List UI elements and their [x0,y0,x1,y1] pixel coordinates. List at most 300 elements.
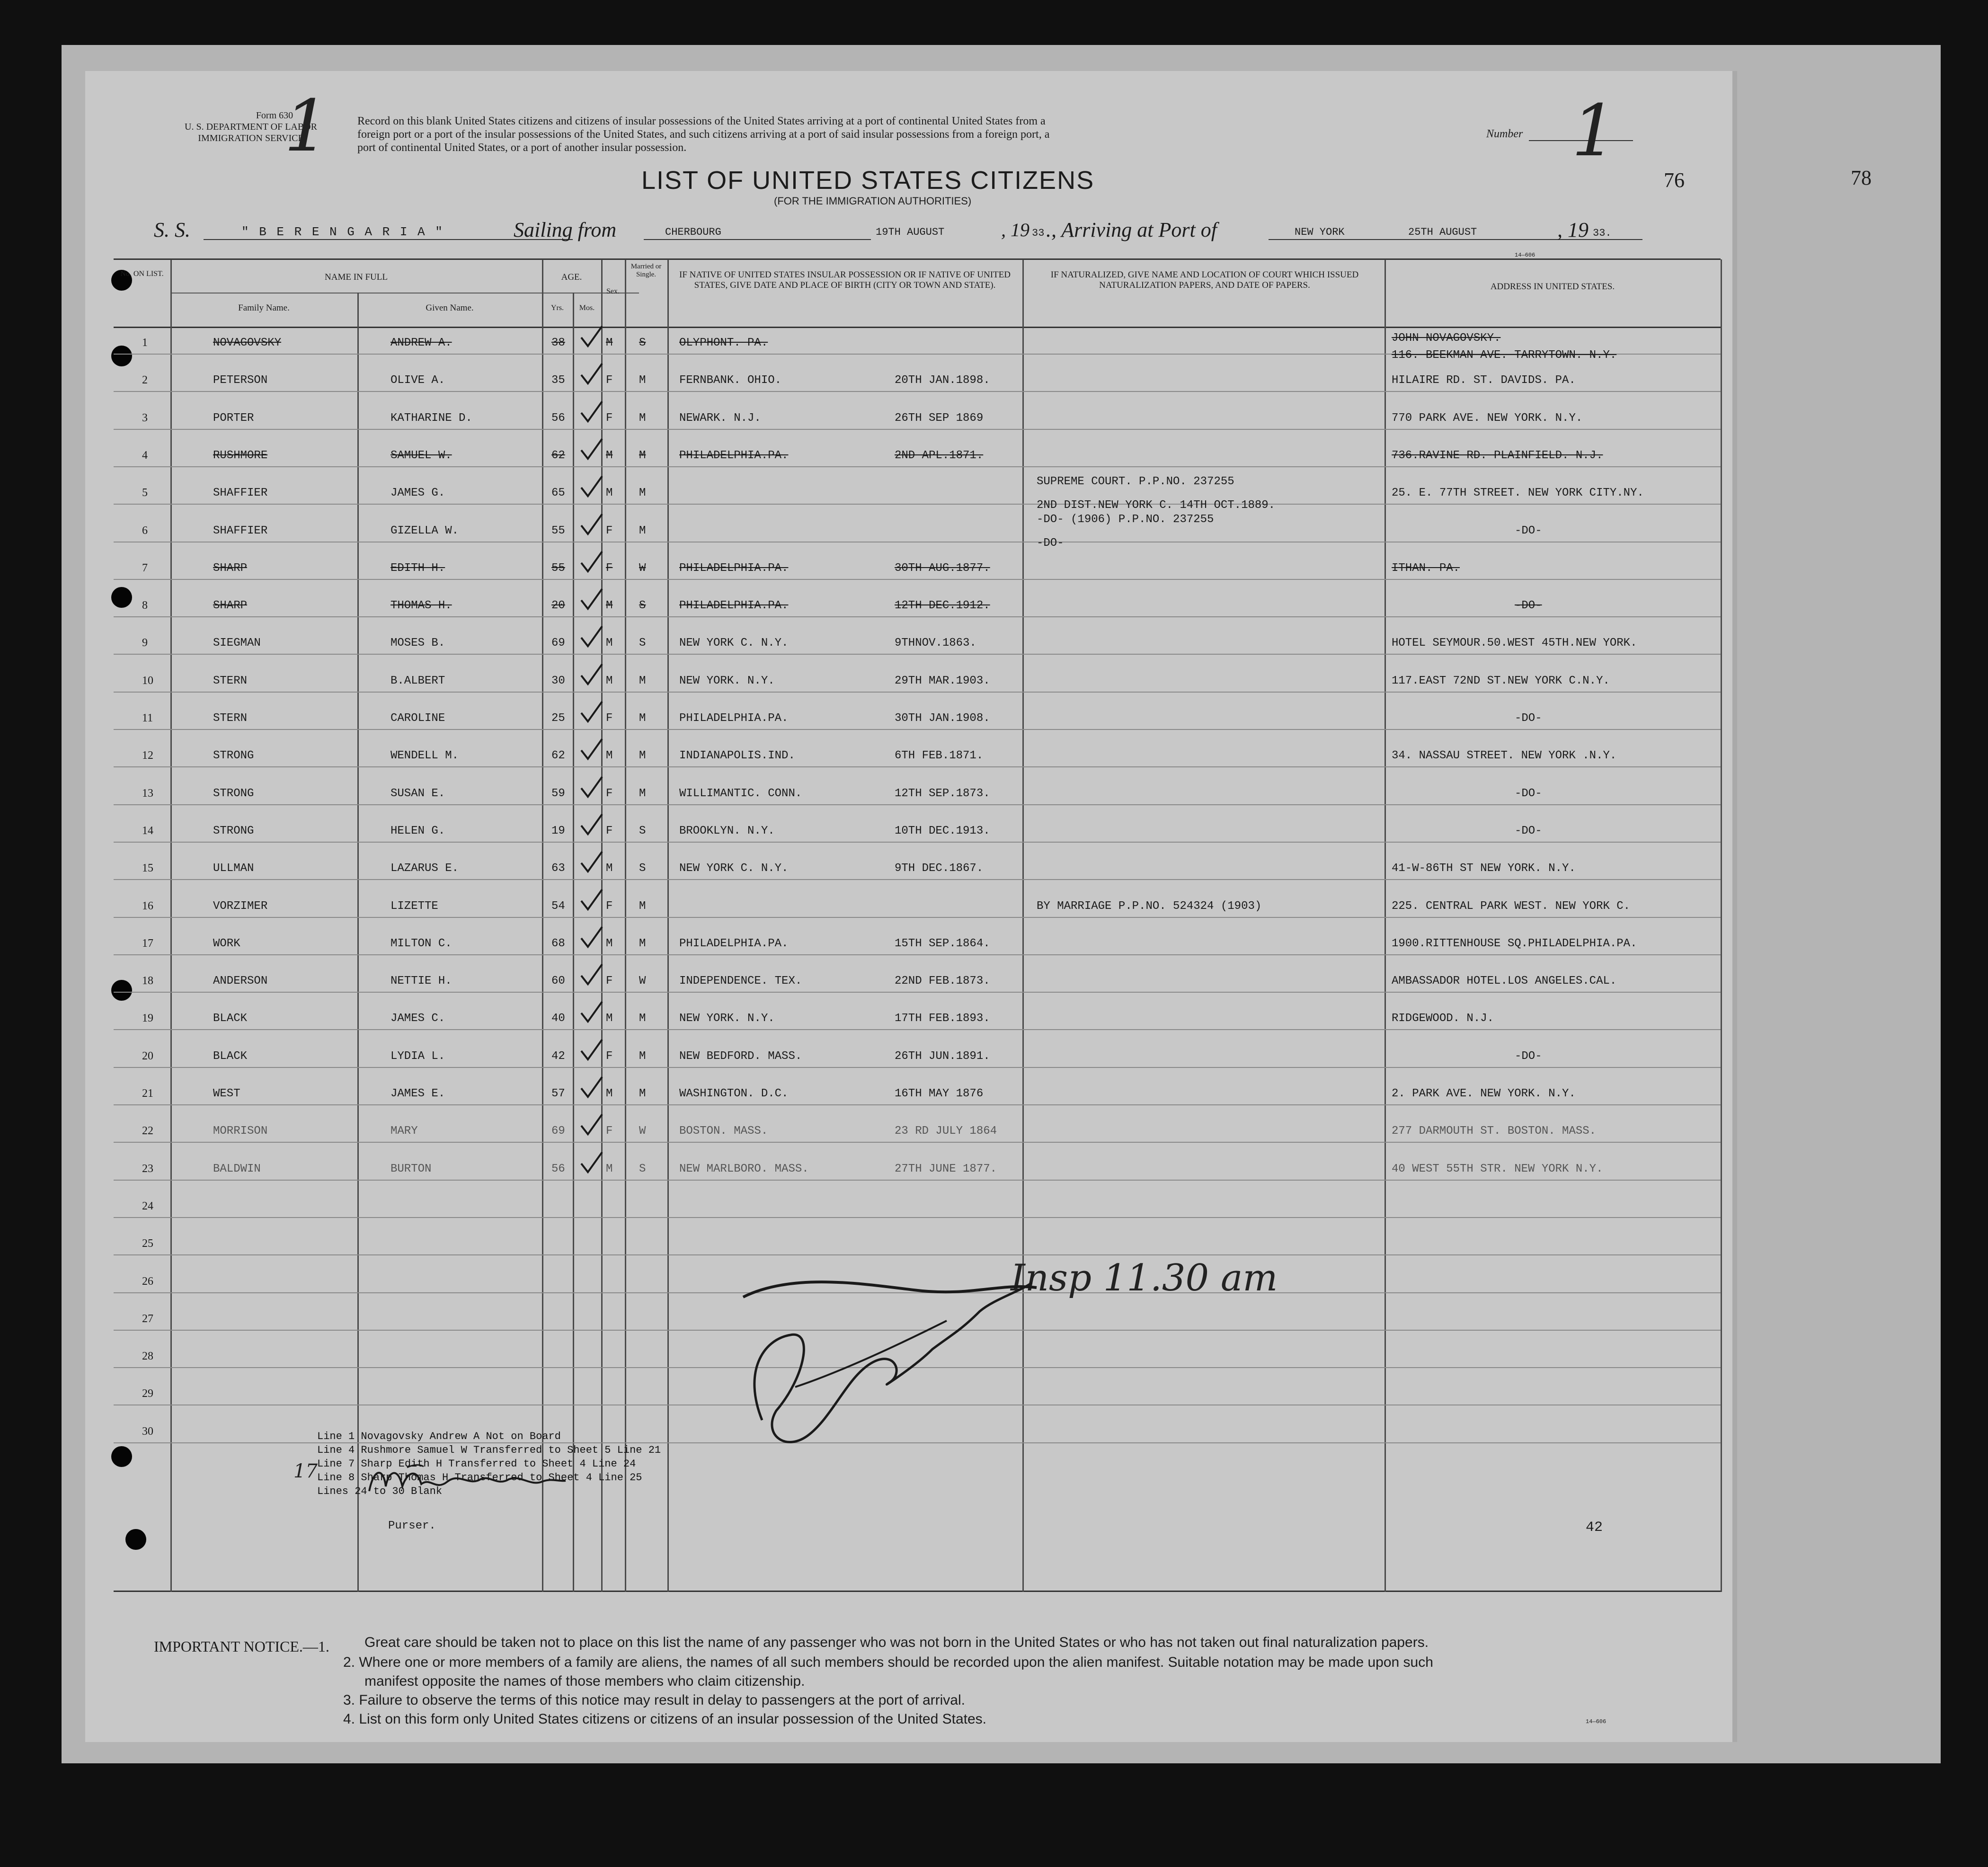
row-rule [114,879,1721,880]
annotation-line: Line 8 Sharp Thomas H Transferred to Sheet 4 Line 25 [317,1472,642,1484]
row-addr: 41-W-86TH ST NEW YORK. N.Y. [1392,862,1576,875]
bottom-page-mark: 42 [1586,1520,1603,1536]
row-sex: F [606,975,613,988]
row-nat1: SUPREME COURT. P.P.NO. 237255 [1037,475,1234,489]
row-sex: M [606,862,613,875]
row-place: WILLIMANTIC. CONN. [679,787,802,800]
row-sex: F [606,411,613,425]
row-ms: M [639,524,646,537]
row-rule [114,842,1721,843]
ship-name: " B E R E N G A R I A " [241,225,444,239]
notice-item: 4. List on this form only United States citizens or citizens of an insular possession of the United States. [343,1711,987,1727]
row-sex: M [606,749,613,763]
header-birth: IF NATIVE OF UNITED STATES INSULAR POSSESSION OR IF NATIVE OF UNITED STATES, GIVE DATE AND PLACE OF BIRTH (CITY OR TOWN AND STATE). [679,270,1011,290]
row-number: 13 [142,787,153,800]
row-number: 23 [142,1162,153,1175]
row-ms: W [639,1125,646,1138]
check-mark-icon [577,623,606,652]
row-place: NEW BEDFORD. MASS. [679,1049,802,1063]
col-divider [1384,259,1386,1592]
row-family: NOVAGOVSKY [213,337,282,349]
row-addr: HILAIRE RD. ST. DAVIDS. PA. [1392,374,1576,387]
row-sex: M [606,674,613,687]
row-place: NEW YORK C. N.Y. [679,862,789,875]
header-naturalized: IF NATURALIZED, GIVE NAME AND LOCATION OF COURT WHICH ISSUED NATURALIZATION PAPERS, AND DATE OF PAPERS. [1050,270,1359,290]
check-mark-icon [577,1074,606,1102]
row-ms: M [639,674,646,687]
form-number: Form 630 [256,110,293,121]
row-date: 29TH MAR.1903. [895,674,990,687]
arriving-label: ., Arriving at Port of [1046,218,1217,241]
row-age: 19 [551,824,565,837]
row-given: SUSAN E. [390,787,445,800]
row-family: MORRISON [213,1125,268,1138]
instruction-line: foreign port or a port of the insular possessions of the United States, and such citizens arriving at a port of said insular possessions from a foreign port, a [357,128,1050,141]
check-mark-icon [577,661,606,690]
col-divider [542,259,543,1592]
inspector-signature [734,1254,1065,1482]
row-nat1: -DO- (1906) P.P.NO. 237255 [1037,513,1214,526]
row-ms: M [639,749,646,763]
check-mark-icon [577,586,606,614]
row-given: WENDELL M. [390,749,459,763]
row-age: 55 [551,561,565,575]
row-number: 20 [142,1049,153,1062]
row-number: 12 [142,749,153,762]
row-age: 56 [551,411,565,425]
row-rule [114,804,1721,805]
row-place: PHILADELPHIA.PA. [679,712,789,725]
row-addr: 1900.RITTENHOUSE SQ.PHILADELPHIA.PA. [1392,937,1637,950]
row-place: NEWARK. N.J. [679,411,761,425]
row-date: 16TH MAY 1876 [895,1087,984,1100]
row-number: 29 [142,1387,153,1400]
row-addr2: 116. BEEKMAN AVE. TARRYTOWN. N.Y. [1392,349,1617,362]
annotation-line: Line 7 Sharp Edith H Transferred to Sheet 4 Line 24 [317,1458,636,1470]
row-date: 9THNOV.1863. [895,637,976,650]
row-family: STRONG [213,824,254,837]
row-number: 17 [142,937,153,950]
row-sex: F [606,561,613,575]
row-addr: 277 DARMOUTH ST. BOSTON. MASS. [1392,1125,1597,1138]
row-age: 68 [551,937,565,950]
row-rule [114,766,1721,767]
row-sex: F [606,824,613,837]
table-bottom-border [114,1591,1721,1592]
row-number: 2 [142,374,148,387]
row-date: 30TH JAN.1908. [895,712,990,725]
row-rule [114,954,1721,955]
col-divider [170,259,172,1592]
row-number: 7 [142,561,148,574]
form-instructions [357,115,1049,154]
row-addr: 770 PARK AVE. NEW YORK. N.Y. [1392,411,1583,425]
row-nat2: 2ND DIST.NEW YORK C. 14TH OCT.1889. [1037,499,1276,512]
row-family: RUSHMORE [213,449,268,462]
from-underline [644,239,871,240]
row-place: INDIANAPOLIS.IND. [679,749,795,763]
row-sex: M [606,1162,613,1175]
check-mark-icon [577,736,606,765]
row-ms: S [639,824,646,837]
row-given: JAMES G. [390,487,445,500]
page-number: 76 [1664,169,1685,192]
row-place: NEW YORK C. N.Y. [679,637,789,650]
row-number: 14 [142,824,153,837]
header-marital: Married or Single. [630,263,662,278]
row-family: PORTER [213,411,254,425]
row-number: 27 [142,1312,153,1325]
col-divider [667,259,669,1592]
row-age: 57 [551,1087,565,1100]
row-given: LYDIA L. [390,1049,445,1063]
col-divider [573,293,574,1592]
row-rule [114,616,1721,617]
check-mark-icon [577,1111,606,1140]
row-given: THOMAS H. [390,599,452,613]
to-port: NEW YORK [1295,226,1345,238]
row-date: 2ND APL.1871. [895,449,984,462]
row-date: 15TH SEP.1864. [895,937,990,950]
row-age: 60 [551,975,565,988]
row-number: 19 [142,1012,153,1025]
row-given: HELEN G. [390,824,445,837]
header-yrs: Yrs. [550,304,564,312]
row-number: 9 [142,637,148,649]
annotation-line: Line 4 Rushmore Samuel W Transferred to Sheet 5 Line 21 [317,1444,661,1456]
row-given: B.ALBERT [390,674,445,687]
row-sex: M [606,1012,613,1025]
row-ms: M [639,374,646,387]
row-date: 9TH DEC.1867. [895,862,984,875]
row-sex: F [606,712,613,725]
row-given: MOSES B. [390,637,445,650]
row-sex: M [606,637,613,650]
table-top-border [114,258,1721,260]
row-given: BURTON [390,1162,432,1175]
row-number: 4 [142,449,148,462]
row-family: VORZIMER [213,899,268,913]
from-port: CHERBOURG [665,226,721,238]
row-age: 55 [551,524,565,537]
row-number: 24 [142,1200,153,1212]
row-nat1: BY MARRIAGE P.P.NO. 524324 (1903) [1037,899,1262,913]
row-date: 23 RD JULY 1864 [895,1125,997,1138]
row-family: STRONG [213,787,254,800]
check-mark-icon [577,1037,606,1065]
row-place: WASHINGTON. D.C. [679,1087,789,1100]
col-divider [1721,259,1722,1592]
row-age: 35 [551,374,565,387]
check-mark-icon [577,887,606,915]
row-ms: W [639,975,646,988]
row-age: 30 [551,674,565,687]
row-addr: -DO- [1515,1049,1542,1063]
check-mark-icon [577,1149,606,1178]
check-mark-icon [577,399,606,427]
row-addr: HOTEL SEYMOUR.50.WEST 45TH.NEW YORK. [1392,637,1637,650]
row-rule [114,504,1721,505]
header-no: No. ON LIST. [120,270,164,278]
purser-label: Purser. [388,1520,436,1532]
header-sex: Sex. [606,287,620,295]
row-family: ANDERSON [213,975,268,988]
row-place: INDEPENDENCE. TEX. [679,975,802,988]
row-addr: 25. E. 77TH STREET. NEW YORK CITY.NY. [1392,487,1644,500]
row-place: PHILADELPHIA.PA. [679,449,789,462]
row-ms: M [639,487,646,500]
row-ms: S [639,637,646,650]
row-addr: 34. NASSAU STREET. NEW YORK .N.Y. [1392,749,1617,763]
arrive-year: 33. [1593,227,1612,239]
row-given: EDITH H. [390,561,445,575]
row-ms: S [639,337,646,349]
row-sex: F [606,1125,613,1138]
row-rule [114,654,1721,655]
row-rule [114,1217,1721,1218]
row-sex: F [606,787,613,800]
row-sex: F [606,374,613,387]
row-family: BLACK [213,1012,248,1025]
row-addr: JOHN NOVAGOVSKY. [1392,332,1501,345]
row-date: 12TH DEC.1912. [895,599,990,613]
notice-item: 3. Failure to observe the terms of this notice may result in delay to passengers at the port of arrival. [343,1692,965,1708]
check-mark-icon [577,549,606,577]
row-date: 20TH JAN.1898. [895,374,990,387]
row-number: 1 [142,337,148,349]
notice-code: 14—606 [1586,1718,1606,1725]
row-place: OLYPHONT. PA. [679,337,768,349]
row-sex: M [606,937,613,950]
row-number: 18 [142,975,153,987]
row-rule [114,1142,1721,1143]
arrive-date: 25TH AUGUST [1408,226,1477,238]
row-ms: M [639,1087,646,1100]
row-place: BROOKLYN. N.Y. [679,824,775,837]
check-mark-icon [577,961,606,990]
row-sex: M [606,337,613,349]
col-divider [625,259,626,1592]
manifest-sheet [85,71,1872,1742]
row-given: CAROLINE [390,712,445,725]
row-number: 25 [142,1237,153,1250]
check-mark-icon [577,774,606,802]
page-title: LIST OF UNITED STATES CITIZENS [641,166,1095,195]
row-given: JAMES C. [390,1012,445,1025]
check-mark-icon [577,323,606,352]
page-subtitle: (FOR THE IMMIGRATION AUTHORITIES) [774,195,972,207]
row-sex: F [606,899,613,913]
row-rule [114,729,1721,730]
row-family: ULLMAN [213,862,254,875]
row-addr: -DO- [1515,524,1542,537]
row-sex: F [606,524,613,537]
row-family: STRONG [213,749,254,763]
depart-year-prefix: , 19 [1001,219,1030,240]
check-mark-icon [577,699,606,727]
row-number: 5 [142,487,148,499]
row-rule [114,391,1721,392]
row-ms: M [639,1049,646,1063]
row-addr: 225. CENTRAL PARK WEST. NEW YORK C. [1392,899,1631,913]
row-place: FERNBANK. OHIO. [679,374,782,387]
row-family: WEST [213,1087,240,1100]
row-age: 62 [551,749,565,763]
row-number: 21 [142,1087,153,1100]
row-place: PHILADELPHIA.PA. [679,561,789,575]
row-sex: M [606,599,613,613]
row-given: NETTIE H. [390,975,452,988]
row-date: 30TH AUG.1877. [895,561,990,575]
row-ms: M [639,1012,646,1025]
row-ms: S [639,1162,646,1175]
notice-heading: IMPORTANT NOTICE.—1. [154,1638,329,1655]
margin-mark: 17 [293,1460,318,1482]
purser-signature [364,1458,568,1501]
page-number-outer: 78 [1851,166,1872,189]
row-date: 26TH JUN.1891. [895,1049,990,1063]
row-rule [114,917,1721,918]
row-number: 22 [142,1125,153,1138]
row-rule [114,992,1721,993]
sailing-label: Sailing from [514,218,617,241]
row-rule [114,1104,1721,1105]
notice-item: Great care should be taken not to place on this list the name of any passenger who was not born in the United States or who has not taken out final naturalization papers. [364,1635,1429,1650]
row-age: 59 [551,787,565,800]
row-given: GIZELLA W. [390,524,459,537]
row-place: PHILADELPHIA.PA. [679,937,789,950]
row-rule [114,429,1721,430]
row-addr: -DO- [1515,599,1542,613]
header-bottom-border [114,327,1721,328]
row-given: KATHARINE D. [390,411,472,425]
row-family: BLACK [213,1049,248,1063]
row-number: 8 [142,599,148,612]
check-mark-icon [577,924,606,952]
row-number: 16 [142,899,153,912]
row-family: SHARP [213,599,248,613]
row-nat2: -DO- [1037,536,1064,550]
form-department: U. S. DEPARTMENT OF LABOR [185,122,317,132]
check-mark-icon [577,436,606,464]
row-rule [114,1067,1721,1068]
row-ms: M [639,937,646,950]
row-ms: S [639,599,646,613]
row-family: STERN [213,712,248,725]
row-number: 11 [142,712,153,724]
row-addr: RIDGEWOOD. N.J. [1392,1012,1494,1025]
notice-item: 2. Where one or more members of a family are aliens, the names of all such members should be recorded upon the alien manifest. Suitable notation may be made upon such [343,1654,1433,1670]
row-family: PETERSON [213,374,268,387]
row-ms: M [639,787,646,800]
row-place: NEW YORK. N.Y. [679,1012,775,1025]
row-age: 38 [551,337,565,349]
number-value: 1 [1571,90,1617,172]
check-mark-icon [577,999,606,1027]
row-given: LAZARUS E. [390,862,459,875]
row-family: BALDWIN [213,1162,261,1175]
row-ms: M [639,712,646,725]
row-rule [114,466,1721,467]
row-family: SHAFFIER [213,524,268,537]
row-sex: F [606,1049,613,1063]
row-family: WORK [213,937,240,950]
row-number: 30 [142,1425,153,1438]
row-date: 6TH FEB.1871. [895,749,984,763]
row-place: NEW MARLBORO. MASS. [679,1162,809,1175]
row-given: MILTON C. [390,937,452,950]
arrive-year-prefix: , 19 [1557,218,1589,241]
ss-label: S. S. [154,218,190,241]
row-place: NEW YORK. N.Y. [679,674,775,687]
row-number: 15 [142,862,153,875]
row-given: OLIVE A. [390,374,445,387]
header-mos: Mos. [579,304,595,312]
row-age: 63 [551,862,565,875]
handwritten-mark: 1 [284,85,329,168]
check-mark-icon [577,361,606,389]
row-age: 25 [551,712,565,725]
row-age: 54 [551,899,565,913]
instruction-line: Record on this blank United States citizens and citizens of insular possessions of the United States arriving at a port of continental United States from a [357,115,1046,127]
print-code: 14—606 [1515,252,1535,258]
row-ms: M [639,449,646,462]
row-date: 17TH FEB.1893. [895,1012,990,1025]
row-date: 22ND FEB.1873. [895,975,990,988]
row-addr: -DO- [1515,712,1542,725]
row-family: STERN [213,674,248,687]
annotation-line: Line 1 Novagovsky Andrew A Not on Board [317,1431,561,1442]
row-age: 42 [551,1049,565,1063]
row-date: 27TH JUNE 1877. [895,1162,997,1175]
punch-hole [111,346,132,366]
instruction-line: port of continental United States, or a port of another insular possession. [357,142,687,154]
depart-date: 19TH AUGUST [876,226,945,238]
row-age: 69 [551,637,565,650]
check-mark-icon [577,473,606,502]
row-ms: M [639,899,646,913]
col-divider [357,293,359,1592]
row-sex: M [606,1087,613,1100]
row-family: SHAFFIER [213,487,268,500]
row-addr: ITHAN. PA. [1392,561,1460,575]
annotation-line: Lines 24 to 30 Blank [317,1485,443,1497]
row-addr: 40 WEST 55TH STR. NEW YORK N.Y. [1392,1162,1603,1175]
row-addr: -DO- [1515,824,1542,837]
row-age: 56 [551,1162,565,1175]
check-mark-icon [577,511,606,540]
row-age: 62 [551,449,565,462]
row-sex: M [606,487,613,500]
row-family: SHARP [213,561,248,575]
punch-hole [111,980,132,1001]
row-ms: S [639,862,646,875]
punch-hole [111,587,132,608]
row-number: 28 [142,1350,153,1363]
row-given: ANDREW A. [390,337,452,349]
row-age: 20 [551,599,565,613]
row-number: 26 [142,1275,153,1288]
punch-hole [111,1446,132,1467]
row-addr: -DO- [1515,787,1542,800]
row-ms: M [639,411,646,425]
row-family: SIEGMAN [213,637,261,650]
row-ms: W [639,561,646,575]
row-given: SAMUEL W. [390,449,452,462]
row-age: 69 [551,1125,565,1138]
row-addr: 2. PARK AVE. NEW YORK. N.Y. [1392,1087,1576,1100]
form-service: IMMIGRATION SERVICE [198,133,304,143]
